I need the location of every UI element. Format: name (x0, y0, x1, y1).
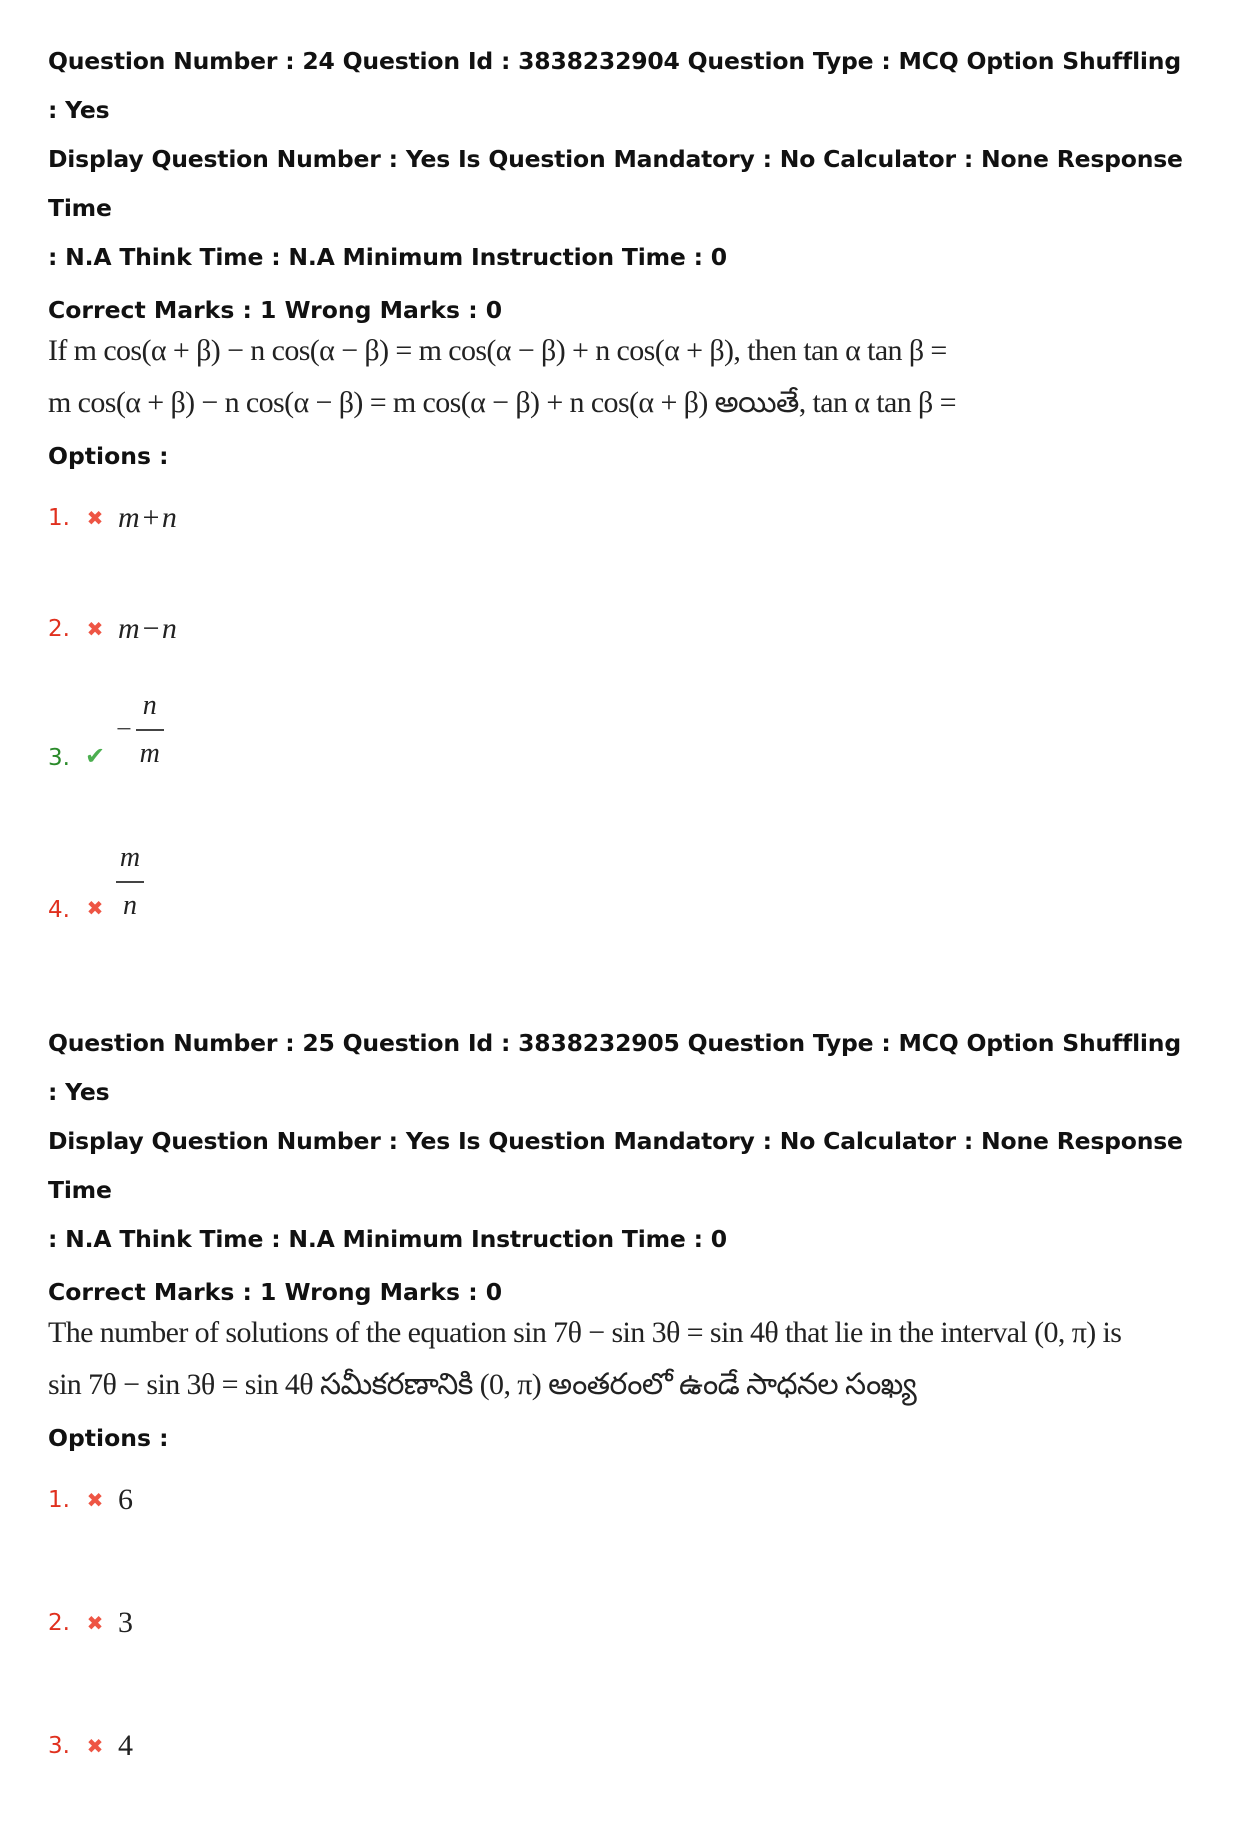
option-number: 3. (48, 1733, 70, 1759)
option-number: 2. (48, 1610, 70, 1636)
option-3[interactable] (48, 1729, 134, 1763)
question-text-english: The number of solutions of the equation sin 7θ − sin 3θ = sin 4θ that lie in the interval (0, π) is (48, 1316, 1122, 1349)
options-label: Options : (48, 442, 169, 470)
denominator: n (123, 889, 137, 921)
cross-icon: ✖ (86, 506, 104, 530)
question-meta-line-2: Display Question Number : Yes Is Question Mandatory : No Calculator : None Response Time (48, 145, 1183, 222)
option-1[interactable] (48, 1483, 134, 1517)
options-label: Options : (48, 1424, 169, 1452)
option-number: 4. (48, 897, 70, 923)
fraction-bar (116, 881, 144, 883)
numerator: m (119, 842, 141, 874)
option-value: 4 (118, 1729, 134, 1762)
option-number: 3. (48, 745, 70, 771)
option-number: 2. (48, 616, 70, 642)
question-meta-line-3: : N.A Think Time : N.A Minimum Instruction Time : 0 (48, 243, 727, 271)
option-value: m+n (118, 501, 178, 534)
fraction (116, 841, 144, 923)
option-4[interactable] (48, 841, 144, 923)
marks-info: Correct Marks : 1 Wrong Marks : 0 (48, 296, 503, 324)
question-meta-line-2: Display Question Number : Yes Is Question Mandatory : No Calculator : None Response Time (48, 1127, 1183, 1204)
option-number: 1. (48, 1487, 70, 1513)
cross-icon: ✖ (86, 1488, 104, 1512)
fraction-bar (136, 729, 164, 731)
fraction (136, 689, 164, 771)
question-24 (48, 37, 1198, 991)
option-2[interactable] (48, 612, 178, 646)
question-meta-line-1: Question Number : 24 Question Id : 3838232904 Question Type : MCQ Option Shuffling : Yes (48, 47, 1181, 124)
negative-sign: − (116, 714, 132, 745)
cross-icon: ✖ (86, 896, 104, 920)
question-text-telugu: m cos(α + β) − n cos(α − β) = m cos(α − β) + n cos(α + β) అయితే, tan α tan β = (48, 386, 956, 419)
check-icon: ✔ (84, 742, 106, 770)
option-value: 3 (118, 1606, 134, 1639)
denominator: m (139, 737, 160, 769)
cross-icon: ✖ (86, 1734, 104, 1758)
option-2[interactable] (48, 1606, 134, 1640)
cross-icon: ✖ (86, 1611, 104, 1635)
question-meta-line-1: Question Number : 25 Question Id : 3838232905 Question Type : MCQ Option Shuffling : Yes (48, 1029, 1181, 1106)
question-meta-line-3: : N.A Think Time : N.A Minimum Instruction Time : 0 (48, 1225, 727, 1253)
question-25 (48, 1019, 1198, 1833)
option-number: 1. (48, 505, 70, 531)
option-value: m−n (118, 612, 178, 645)
option-1[interactable] (48, 501, 178, 535)
question-text-english: If m cos(α + β) − n cos(α − β) = m cos(α − β) + n cos(α + β), then tan α tan β = (48, 334, 947, 367)
cross-icon: ✖ (86, 617, 104, 641)
option-value: 6 (118, 1483, 134, 1516)
question-text-telugu: sin 7θ − sin 3θ = sin 4θ సమీకరణానికి (0, π) అంతరంలో ఉండే సాధనల సంఖ్య (48, 1368, 917, 1401)
option-3[interactable] (48, 689, 164, 771)
numerator: n (142, 690, 157, 722)
marks-info: Correct Marks : 1 Wrong Marks : 0 (48, 1278, 503, 1306)
